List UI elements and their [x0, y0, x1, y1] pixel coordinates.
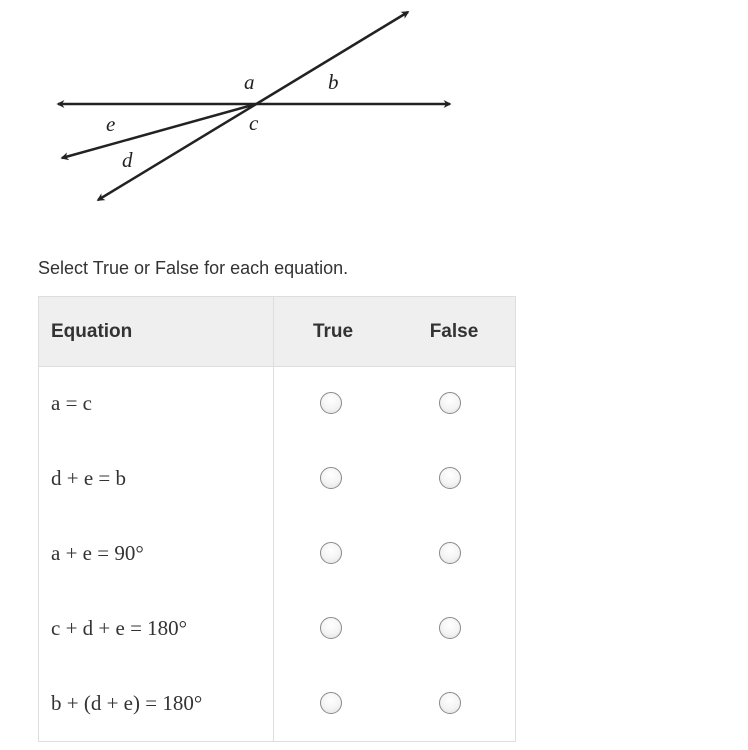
equation-text: b + (d + e) = 180°	[51, 691, 203, 715]
table-row	[39, 516, 515, 591]
radio-true[interactable]	[320, 542, 342, 564]
radio-false[interactable]	[439, 542, 461, 564]
angle-label-e: e	[106, 112, 116, 136]
ray-e-d	[62, 104, 256, 158]
radio-false[interactable]	[439, 617, 461, 639]
header-false: False	[429, 321, 479, 342]
header-true: True	[312, 321, 354, 342]
table-row	[39, 366, 515, 441]
equation-text: d + e = b	[51, 466, 127, 490]
table-row	[39, 591, 515, 666]
radio-true[interactable]	[320, 692, 342, 714]
angle-label-d: d	[122, 148, 133, 172]
table-row	[39, 441, 515, 516]
equation-text: a = c	[51, 391, 92, 415]
table-header	[39, 297, 515, 367]
table-row	[39, 666, 515, 741]
true-false-table	[38, 296, 516, 742]
radio-true[interactable]	[320, 392, 342, 414]
angle-label-b: b	[328, 70, 339, 94]
angle-label-c: c	[249, 111, 259, 135]
radio-false[interactable]	[439, 467, 461, 489]
angle-label-a: a	[244, 70, 255, 94]
header-equation: Equation	[51, 321, 133, 342]
radio-true[interactable]	[320, 617, 342, 639]
radio-true[interactable]	[320, 467, 342, 489]
radio-false[interactable]	[439, 392, 461, 414]
radio-false[interactable]	[439, 692, 461, 714]
equation-text: c + d + e = 180°	[51, 616, 188, 640]
equation-text: a + e = 90°	[51, 541, 144, 565]
angle-diagram	[0, 0, 748, 240]
instructions-text: Select True or False for each equation.	[38, 258, 349, 278]
